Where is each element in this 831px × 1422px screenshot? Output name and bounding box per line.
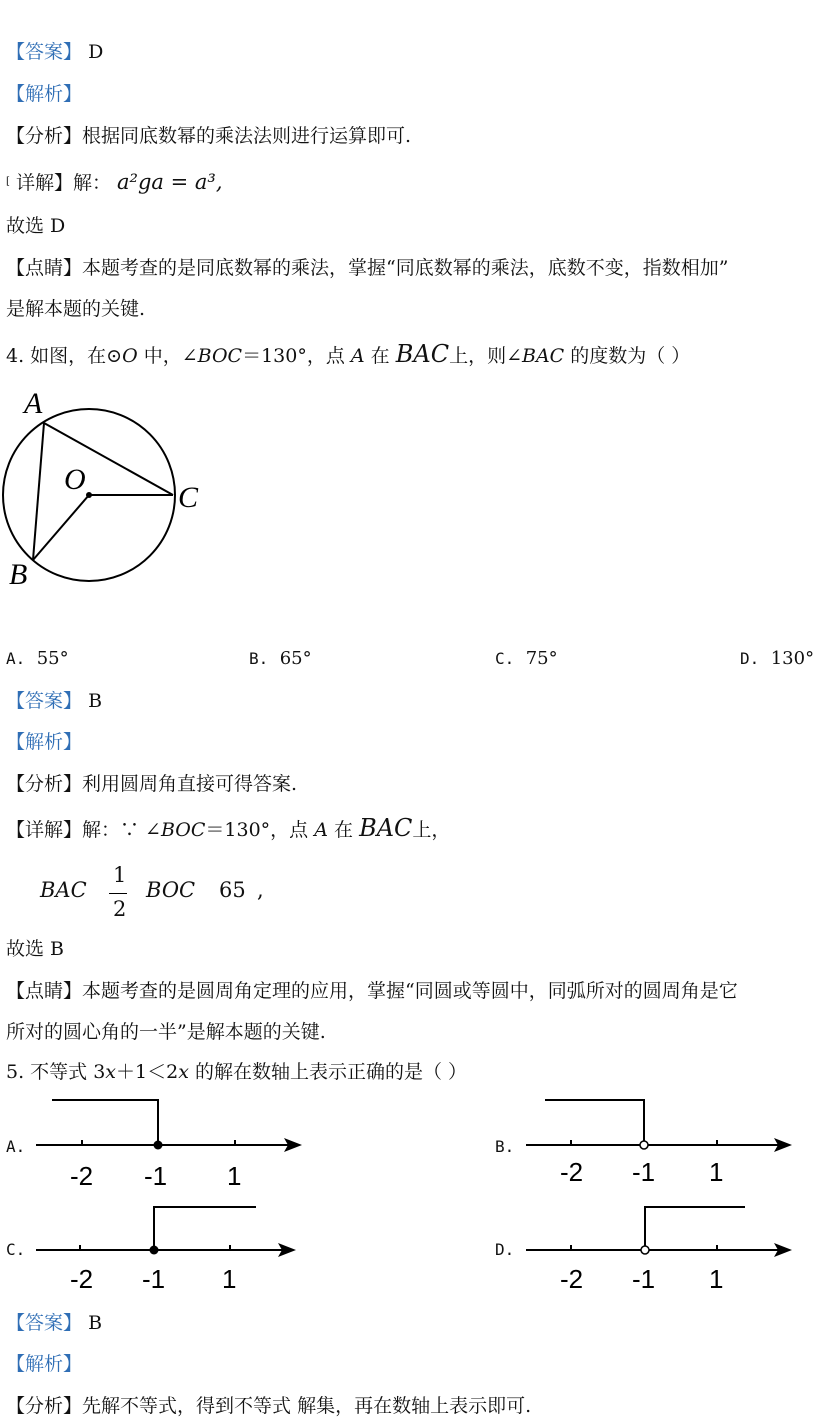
q3-select: 故选 D — [6, 215, 66, 237]
q3-analysis-tag: 【解析】 — [6, 83, 83, 105]
eq-value: 65 — [219, 878, 246, 902]
q5-option-c-letter[interactable]: C. — [6, 1240, 26, 1259]
q5-fenxi-line — [6, 1394, 531, 1418]
detail-tag: 【详解】 — [6, 819, 83, 841]
stem-text: ＝130°，点 — [242, 345, 351, 367]
option-value: 130° — [770, 648, 815, 669]
answer-value: B — [88, 1312, 103, 1334]
solution-bracket — [154, 1207, 256, 1250]
label-b: B — [9, 558, 28, 591]
fraction-bar — [109, 893, 127, 894]
q4-option-d[interactable] — [740, 648, 814, 669]
stem-text: 5. 不等式 3 — [6, 1061, 106, 1083]
option-letter: A. — [6, 649, 26, 668]
q3-comment-line-2: 是解本题的关键. — [6, 298, 146, 320]
detail-arc-bac: BAC — [359, 814, 413, 842]
q5-answer-line — [6, 1311, 102, 1335]
detail-angle-boc: BOC — [160, 819, 206, 841]
detail-text: 在 — [327, 819, 360, 841]
comment-tag: 【点睛】 — [6, 257, 83, 279]
solution-bracket — [545, 1100, 644, 1141]
answer-tag: 【答案】 — [6, 690, 83, 712]
option-value: 65° — [279, 648, 312, 669]
option-value: 75° — [525, 648, 558, 669]
q4-select: 故选 B — [6, 938, 65, 960]
solution-bracket — [52, 1100, 158, 1145]
tick-label-neg2: -2 — [560, 1264, 584, 1294]
option-value: 55° — [36, 648, 69, 669]
q5-option-a-letter[interactable]: A. — [6, 1137, 26, 1156]
q4-fenxi-line — [6, 772, 297, 796]
detail-text: ＝130°，点 — [205, 819, 315, 841]
detail-tag: 详解】 — [15, 172, 73, 194]
eq-comma: , — [257, 878, 264, 902]
tick-label-neg1: -1 — [632, 1264, 656, 1294]
label-a: A — [24, 387, 43, 420]
q4-comment-line-2: 所对的圆心角的一半”是解本题的关键. — [6, 1021, 326, 1043]
answer-tag: 【答案】 — [6, 41, 83, 63]
tick-label-neg1: -1 — [144, 1161, 168, 1191]
stem-var-x: x — [105, 1061, 117, 1083]
detail-text: 解：∵ ∠ — [82, 819, 161, 841]
stem-var-x: x — [178, 1061, 189, 1083]
stem-arc-bac: BAC — [395, 340, 450, 368]
q3-fenxi-line — [6, 124, 411, 148]
label-o: O — [64, 463, 86, 496]
detail-mark: [ — [6, 176, 10, 187]
q5-option-d-letter[interactable]: D. — [495, 1240, 515, 1259]
q4-comment-line-1 — [6, 979, 738, 1003]
stem-circle-o: O — [122, 345, 138, 367]
q4-option-c[interactable] — [495, 648, 558, 669]
q3-answer-line — [6, 40, 103, 64]
fenxi-text: 先解不等式，得到不等式 — [82, 1395, 292, 1417]
chord-ab — [33, 423, 44, 560]
solid-dot — [154, 1141, 163, 1150]
solution-bracket — [645, 1207, 745, 1246]
option-letter: B. — [249, 649, 269, 668]
comment-text-1: 本题考查的是圆周角定理的应用，掌握“同圆或等圆中，同弧所对的圆周角是它 — [82, 980, 738, 1002]
circle-figure — [0, 385, 220, 595]
eq-bac: BAC — [40, 878, 87, 902]
fenxi-tag: 【分析】 — [6, 773, 83, 795]
stem-text: 4. 如图，在⊙ — [6, 345, 123, 367]
detail-formula: a²ga = a³, — [117, 170, 223, 194]
q5-option-a-numberline[interactable] — [30, 1095, 310, 1195]
fenxi-text: 根据同底数幂的乘法法则进行运算即可. — [82, 125, 412, 147]
eq-boc: BOC — [146, 878, 196, 902]
q5-option-c-numberline[interactable] — [30, 1200, 310, 1300]
stem-point-a: A — [350, 345, 365, 367]
q5-option-b-letter[interactable]: B. — [495, 1137, 515, 1156]
answer-value: D — [88, 41, 104, 63]
fenxi-tag: 【分析】 — [6, 1395, 83, 1417]
tick-label-neg2: -2 — [70, 1264, 94, 1294]
radius-ob — [33, 495, 89, 560]
stem-angle-bac: BAC — [521, 345, 565, 367]
tick-label-neg1: -1 — [632, 1157, 656, 1187]
tick-label-neg1: -1 — [142, 1264, 166, 1294]
q3-detail-line — [6, 170, 223, 195]
comment-text-1: 本题考查的是同底数幂的乘法，掌握“同底数幂的乘法，底数不变，指数相加” — [82, 257, 729, 279]
center-point — [86, 492, 92, 498]
q4-stem — [6, 342, 690, 368]
comment-tag: 【点睛】 — [6, 980, 83, 1002]
option-letter: C. — [495, 649, 515, 668]
stem-text: 中，∠ — [137, 345, 198, 367]
answer-value: B — [88, 690, 103, 712]
tick-label-1: 1 — [227, 1161, 242, 1191]
hollow-dot — [640, 1141, 648, 1149]
tick-label-neg2: -2 — [560, 1157, 584, 1187]
stem-text: 的度数为（ ） — [564, 345, 691, 367]
q5-option-d-numberline[interactable] — [520, 1200, 800, 1300]
q4-answer-line — [6, 689, 102, 713]
stem-text: ＋1＜2 — [116, 1061, 179, 1083]
q4-detail-line — [6, 816, 450, 842]
tick-label-1: 1 — [709, 1157, 724, 1187]
hollow-dot — [641, 1246, 649, 1254]
solid-dot — [150, 1246, 159, 1255]
label-c: C — [178, 481, 199, 514]
q5-option-b-numberline[interactable] — [520, 1095, 800, 1195]
q5-stem — [6, 1060, 467, 1084]
detail-text: 上， — [412, 819, 451, 841]
tick-label-1: 1 — [709, 1264, 724, 1294]
detail-point-a: A — [314, 819, 328, 841]
stem-text: 上，则∠ — [449, 345, 522, 367]
answer-tag: 【答案】 — [6, 1312, 83, 1334]
q4-option-a[interactable] — [6, 648, 69, 669]
detail-jie: 解： — [72, 172, 111, 194]
q5-analysis-tag: 【解析】 — [6, 1353, 83, 1375]
q4-analysis-tag: 【解析】 — [6, 731, 83, 753]
eq-denominator: 2 — [113, 897, 127, 921]
stem-text: 的解在数轴上表示正确的是（ ） — [188, 1061, 468, 1083]
option-letter: D. — [740, 649, 760, 668]
eq-numerator: 1 — [113, 863, 127, 887]
fenxi-text: 解集，再在数轴上表示即可. — [291, 1395, 532, 1417]
tick-label-neg2: -2 — [70, 1161, 94, 1191]
tick-label-1: 1 — [222, 1264, 237, 1294]
stem-text: 在 — [364, 345, 396, 367]
stem-angle-boc: BOC — [197, 345, 243, 367]
fenxi-text: 利用圆周角直接可得答案. — [82, 773, 298, 795]
q3-comment-line-1 — [6, 256, 728, 280]
q4-option-b[interactable] — [249, 648, 312, 669]
fenxi-tag: 【分析】 — [6, 125, 83, 147]
